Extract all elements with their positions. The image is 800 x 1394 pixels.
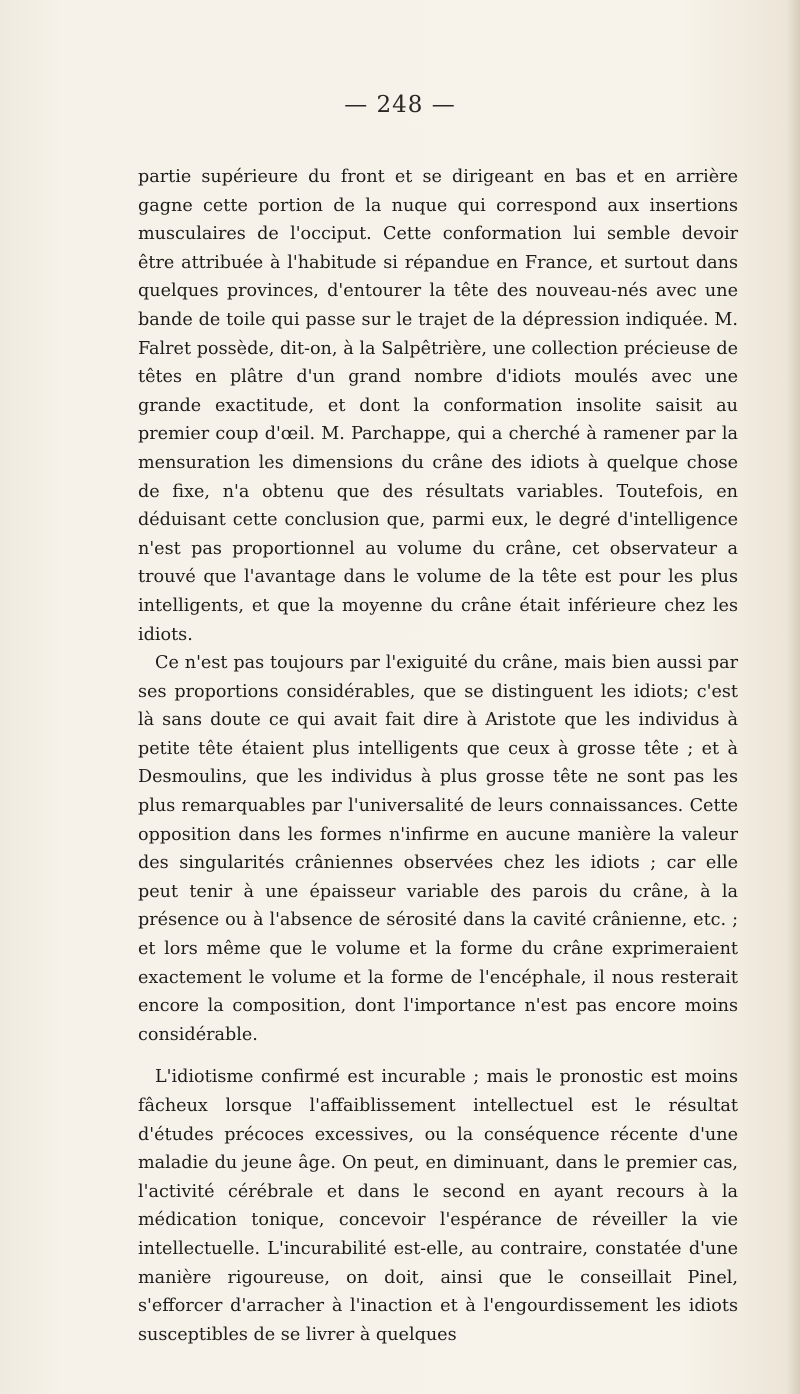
paragraph-3: L'idiotisme confirmé est incurable ; mais le pronostic est moins fâcheux lorsque l'affaiblissement intellectuel est le résultat d'études précoces excessives, ou la conséquence récente d'une maladie du jeune âge. On peut, en diminuant, dans le premier cas, l'activité cérébrale et dans le second en ayant recours à la médication tonique, concevoir l'espérance de réveiller la vie intellectuelle. L'incurabilité est-elle, au contraire, constatée d'une manière rigoureuse, on doit, ainsi que le conseillait Pinel, s'efforcer d'arracher à l'inaction et à l'engourdissement les idiots susceptibles de se livrer à quelques	[138, 1067, 738, 1345]
page-edge-shadow	[786, 0, 800, 1394]
page-number: — 248 —	[344, 92, 456, 118]
body-text	[138, 163, 738, 1349]
paragraph-2: Ce n'est pas toujours par l'exiguité du crâne, mais bien aussi par ses proportions considérables, que se distinguent les idiots; c'est là sans doute ce qui avait fait dire à Aristote que les individus à petite tête étaient plus intelligents que ceux à grosse tête ; et à Desmoulins, que les individus à plus grosse tête ne sont pas les plus remarquables par l'universalité de leurs connaissances. Cette opposition dans les formes n'infirme en aucune manière la valeur des singularités crâniennes observées chez les idiots ; car elle peut tenir à une épaisseur variable des parois du crâne, à la présence ou à l'absence de sérosité dans la cavité crânienne, etc. ; et lors même que le volume et la forme du crâne exprimeraient exactement le volume et la forme de l'encéphale, il nous resterait encore la composition, dont l'importance n'est pas encore moins considérable.	[138, 653, 738, 1045]
paragraph-1: partie supérieure du front et se dirigeant en bas et en arrière gagne cette portion de la nuque qui correspond aux insertions musculaires de l'occiput. Cette conformation lui semble devoir être attribuée à l'habitude si répandue en France, et surtout dans quelques provinces, d'entourer la tête des nouveau-nés avec une bande de toile qui passe sur le trajet de la dépression indiquée. M. Falret possède, dit-on, à la Salpêtrière, une collection précieuse de têtes en plâtre d'un grand nombre d'idiots moulés avec une grande exactitude, et dont la conformation insolite saisit au premier coup d'œil. M. Parchappe, qui a cherché à ramener par la mensuration les dimensions du crâne des idiots à quelque chose de fixe, n'a obtenu que des résultats variables. Toutefois, en déduisant cette conclusion que, parmi eux, le degré d'intelligence n'est pas proportionnel au volume du crâne, cet observateur a trouvé que l'avantage dans le volume de la tête est pour les plus intelligents, et que la moyenne du crâne était inférieure chez les idiots.	[138, 167, 738, 645]
